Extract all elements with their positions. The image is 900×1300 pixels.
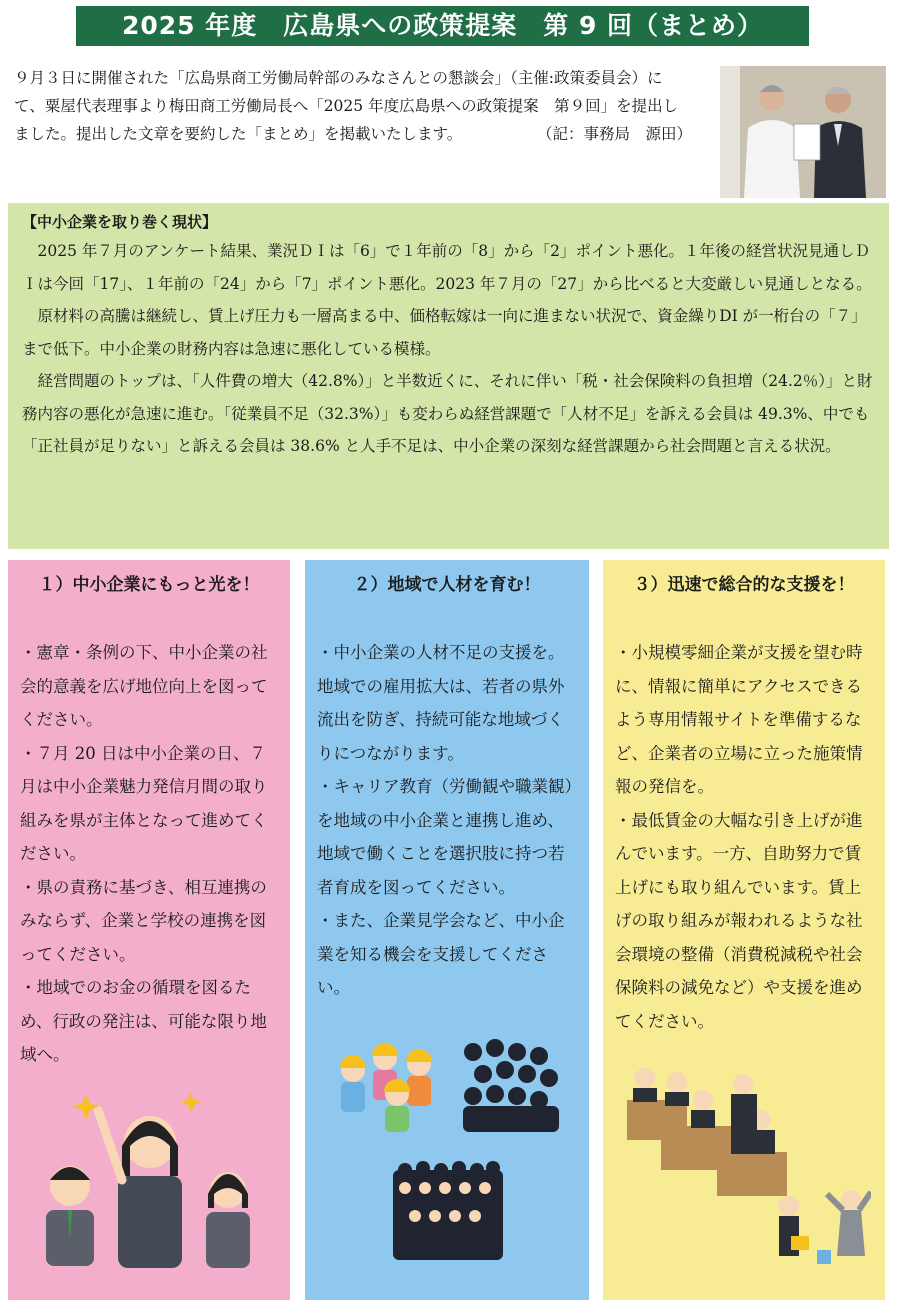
current-situation-heading: 【中小企業を取り巻く現状】: [22, 213, 218, 231]
intro-text: ９月３日に開催された「広島県商工労働局幹部のみなさんとの懇談会」（主催:政策委員会）にて、粟屋代表理事より梅田商工労働局長へ「2025 年度広島県への政策提案 第９回」を提出しました。提出した文章を要約した「まとめ」を掲載いたします。: [14, 69, 679, 143]
proposal-item: ・県の責務に基づき、相互連携のみならず、企業と学校の連携を図ってください。: [20, 877, 267, 964]
proposal-column-2: [305, 560, 589, 1300]
proposal-2-heading: ２）地域で人材を育む！: [353, 575, 541, 595]
proposal-item: ・また、企業見学会など、中小企業を知る機会を支援してください。: [317, 911, 565, 997]
proposal-3-heading: ３）迅速で総合的な支援を！: [633, 575, 855, 595]
situation-paragraph: 2025 年７月のアンケート結果、業況ＤＩは「6」で１年前の「8」から「2」ポイント悪化。１年後の経営状況見通しＤＩは今回「17」、１年前の「24」から「7」ポイント悪化。2023 年７月の「27」から比べると大変厳しい見通しとなる。: [22, 242, 872, 293]
intro-signature: （記：事務局 源田）: [536, 125, 692, 143]
proposal-item: ・７月 20 日は中小企業の日、７月は中小企業魅力発信月間の取り組みを県が主体となって進めてください。: [20, 743, 268, 863]
proposal-column-3: [603, 560, 885, 1300]
handover-photo-illustration: [720, 66, 886, 198]
proposal-item: ・憲章・条例の下、中小企業の社会的意義を広げ地位向上を図ってください。: [20, 643, 268, 729]
proposal-1-heading: １）中小企業にもっと光を！: [38, 575, 260, 595]
proposal-item: ・最低賃金の大幅な引き上げが進んでいます。一方、自助努力で賃上げにも取り組んでいます。賃上げの取り組みが報われるような社会環境の整備（消費税減税や社会保険料の減免など）や支援を進めてください。: [615, 810, 863, 1031]
proposal-item: ・小規模零細企業が支援を望む時に、情報に簡単にアクセスできるよう専用情報サイトを準備するなど、企業者の立場に立った施策情報の発信を。: [615, 643, 863, 796]
intro-block: [14, 64, 692, 148]
proposal-item: ・キャリア教育（労働観や職業観）を地域の中小企業と連携し進め、地域で働くことを選択肢に持つ若者育成を図ってください。: [317, 777, 573, 897]
proposal-item: ・地域でのお金の循環を図るため、行政の発注は、可能な限り地域へ。: [20, 978, 267, 1064]
page-title: 2025 年度 広島県への政策提案 第 9 回（まとめ）: [76, 6, 809, 46]
assembly-and-support-illustration: [621, 1060, 871, 1280]
handover-photo: [720, 66, 886, 198]
situation-paragraph: 原材料の高騰は継続し、賃上げ圧力も一層高まる中、価格転嫁は一向に進まない状況で、資金繰りDI が一桁台の「７」まで低下。中小企業の財務内容は急速に悪化している模様。: [22, 307, 867, 358]
business-people-illustration: [38, 1090, 258, 1270]
situation-paragraph: 経営問題のトップは、「人件費の増大（42.8%）」と半数近くに、それに伴い「税・社会保険料の負担増（24.2％）」と財務内容の悪化が急速に進む。「従業員不足（32.3%）」も変わらぬ経営課題で「人材不足」を訴える会員は 49.3%、中でも「正社員が足りない」と訴える会員は 38.6% と人手不足は、中小企業の深刻な経営課題から社会問題と言える状況。: [22, 372, 873, 455]
students-and-workers-illustration: [323, 1030, 573, 1270]
current-situation-section: [8, 203, 889, 549]
proposal-column-1: [8, 560, 290, 1300]
proposal-item: ・中小企業の人材不足の支援を。地域での雇用拡大は、若者の県外流出を防ぎ、持続可能な地域づくりにつながります。: [317, 643, 565, 763]
